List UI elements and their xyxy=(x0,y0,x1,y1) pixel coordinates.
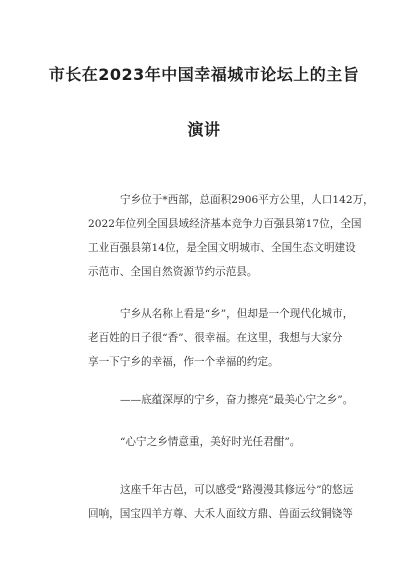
paragraph-quote xyxy=(88,430,360,454)
paragraph-line: 享一下宁乡的幸福，作一个幸福的约定。 xyxy=(88,356,279,368)
paragraph-line: 示范市、全国自然资源节约示范县。 xyxy=(88,266,258,278)
paragraph-line: 工业百强县第14位，是全国文明城市、全国生态文明建设 xyxy=(88,242,356,254)
document-title-line-2: 演讲 xyxy=(187,120,221,139)
paragraph-line: 这座千年古邑，可以感受“路漫漫其修远兮”的悠远 xyxy=(120,484,354,496)
document-title-line-1: 市长在2023年中国幸福城市论坛上的主旨 xyxy=(48,65,360,84)
paragraph-line: “心宁之乡情意重，美好时光任君酣”。 xyxy=(120,436,301,448)
paragraph-intro xyxy=(88,188,374,284)
paragraph-line: 宁乡从名称上看是“乡”，但却是一个现代化城市， xyxy=(120,308,354,320)
paragraph-line: ——底蕴深厚的宁乡，奋力擦亮“最美心宁之乡”。 xyxy=(120,394,354,406)
paragraph-history xyxy=(88,478,360,526)
paragraph-line: 回响，国宝四羊方尊、大禾人面纹方鼎、兽面云纹铜铙等 xyxy=(88,508,353,520)
paragraph-line: 宁乡位于*西部，总面积2906平方公里，人口142万， xyxy=(120,194,374,206)
paragraph-line: 老百姓的日子很“香”、很幸福。在这里，我想与大家分 xyxy=(88,332,343,344)
paragraph-line: 2022年位列全国县域经济基本竞争力百强县第17位，全国 xyxy=(88,218,362,230)
paragraph-name xyxy=(88,302,360,374)
paragraph-heading-section xyxy=(88,388,360,412)
